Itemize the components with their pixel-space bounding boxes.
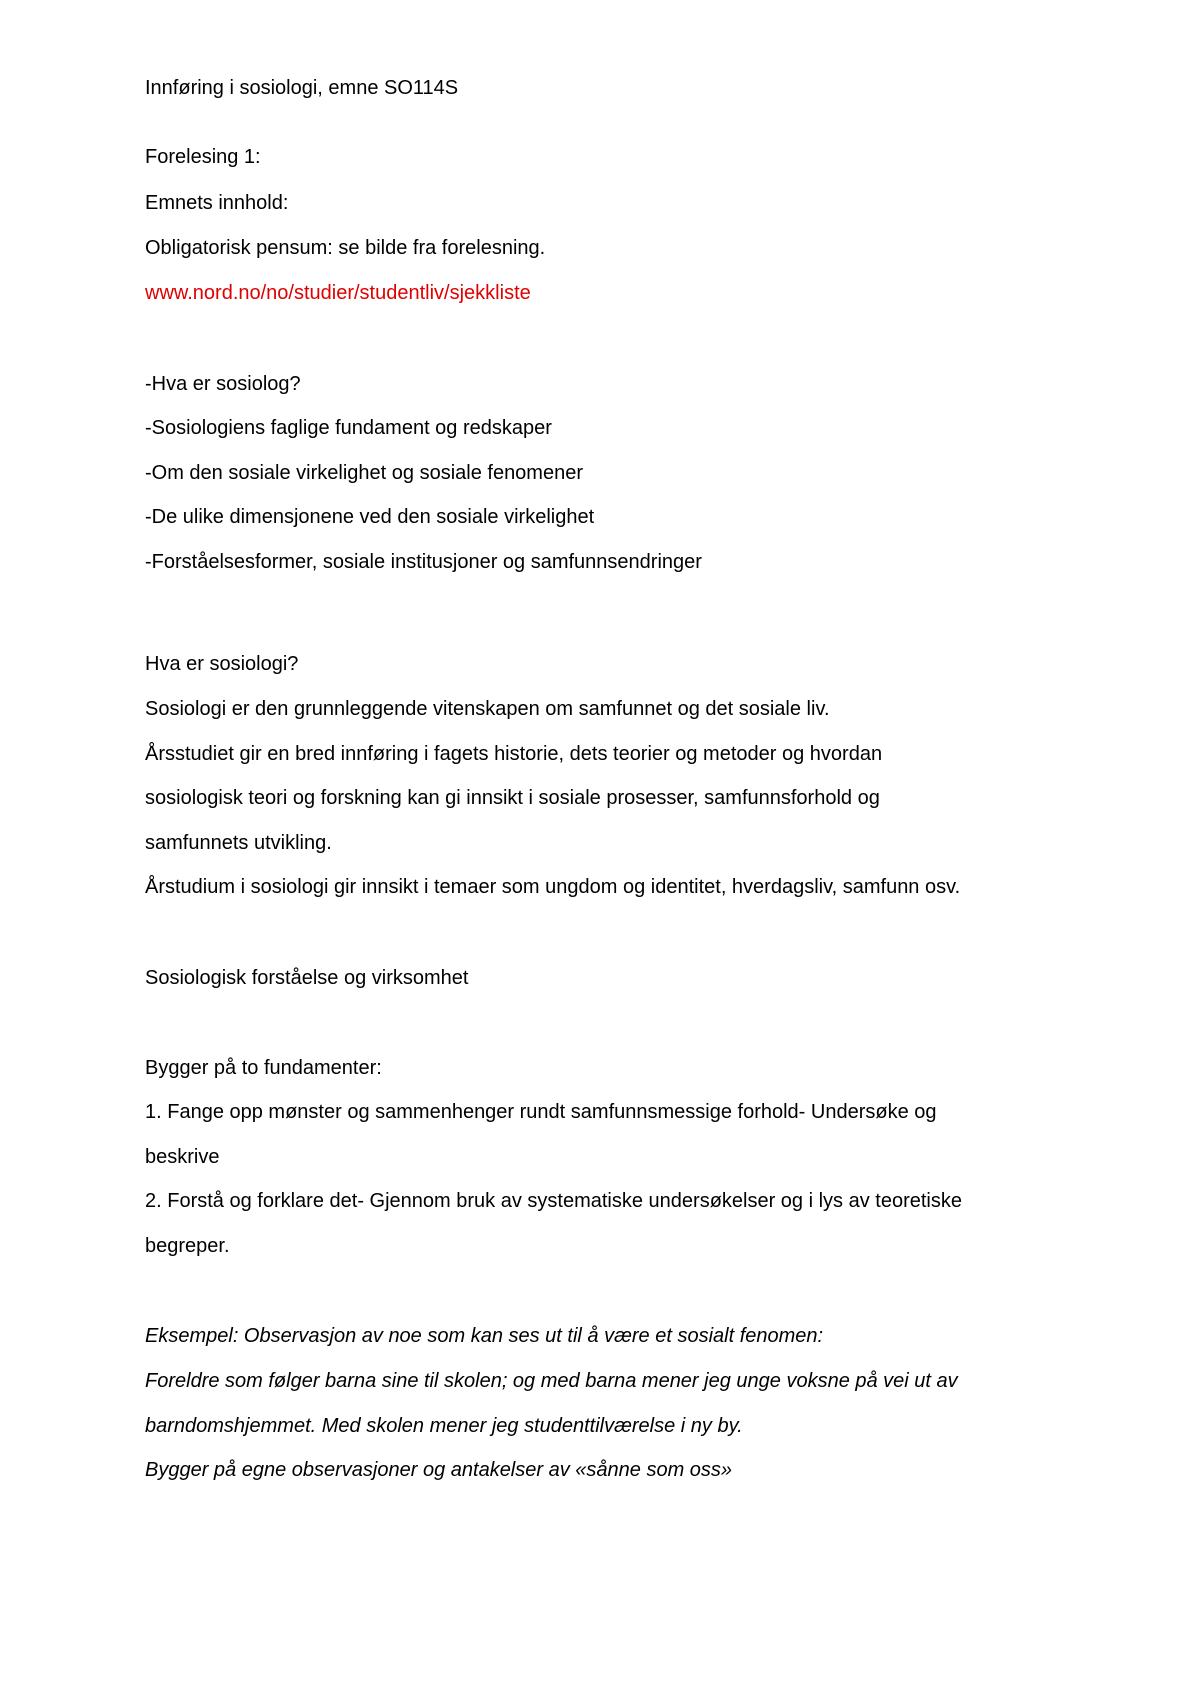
topic-item: -Sosiologiens faglige fundament og redskaper: [145, 417, 552, 439]
topic-item: -Hva er sosiolog?: [145, 373, 301, 395]
required-reading: Obligatorisk pensum: se bilde fra forelesning.: [145, 237, 546, 259]
paragraph-line: samfunnets utvikling.: [145, 832, 332, 854]
section-heading-foundations: Bygger på to fundamenter:: [145, 1057, 382, 1079]
paragraph-line: 1. Fange opp mønster og sammenhenger rundt samfunnsmessige forhold- Undersøke og: [145, 1101, 937, 1123]
lecture-heading: Forelesing 1:: [145, 146, 261, 168]
checklist-link[interactable]: www.nord.no/no/studier/studentliv/sjekkliste: [145, 282, 531, 304]
section-heading-understanding: Sosiologisk forståelse og virksomhet: [145, 967, 469, 989]
example-line: Eksempel: Observasjon av noe som kan ses ut til å være et sosialt fenomen:: [145, 1325, 824, 1347]
paragraph-line: 2. Forstå og forklare det- Gjennom bruk av systematiske undersøkelser og i lys av teoretiske: [145, 1190, 963, 1212]
example-line: barndomshjemmet. Med skolen mener jeg studenttilværelse i ny by.: [145, 1415, 743, 1437]
example-line: Foreldre som følger barna sine til skolen; og med barna mener jeg unge voksne på vei ut av: [145, 1370, 958, 1392]
topic-item: -De ulike dimensjonene ved den sosiale virkelighet: [145, 506, 595, 528]
section-heading-what: Hva er sosiologi?: [145, 653, 299, 675]
paragraph-line: Årsstudiet gir en bred innføring i fagets historie, dets teorier og metoder og hvordan: [145, 743, 883, 765]
paragraph-line: Sosiologi er den grunnleggende vitenskapen om samfunnet og det sosiale liv.: [145, 698, 830, 720]
topic-item: -Om den sosiale virkelighet og sosiale fenomener: [145, 462, 583, 484]
content-heading: Emnets innhold:: [145, 192, 289, 214]
paragraph-line: beskrive: [145, 1146, 220, 1168]
paragraph-line: sosiologisk teori og forskning kan gi innsikt i sosiale prosesser, samfunnsforhold og: [145, 787, 880, 809]
document-title: Innføring i sosiologi, emne SO114S: [145, 77, 459, 99]
paragraph-line: Årstudium i sosiologi gir innsikt i temaer som ungdom og identitet, hverdagsliv, samfunn osv.: [145, 876, 961, 898]
topic-item: -Forståelsesformer, sosiale institusjoner og samfunnsendringer: [145, 551, 702, 573]
paragraph-line: begreper.: [145, 1235, 230, 1257]
example-line: Bygger på egne observasjoner og antakelser av «sånne som oss»: [145, 1459, 733, 1481]
